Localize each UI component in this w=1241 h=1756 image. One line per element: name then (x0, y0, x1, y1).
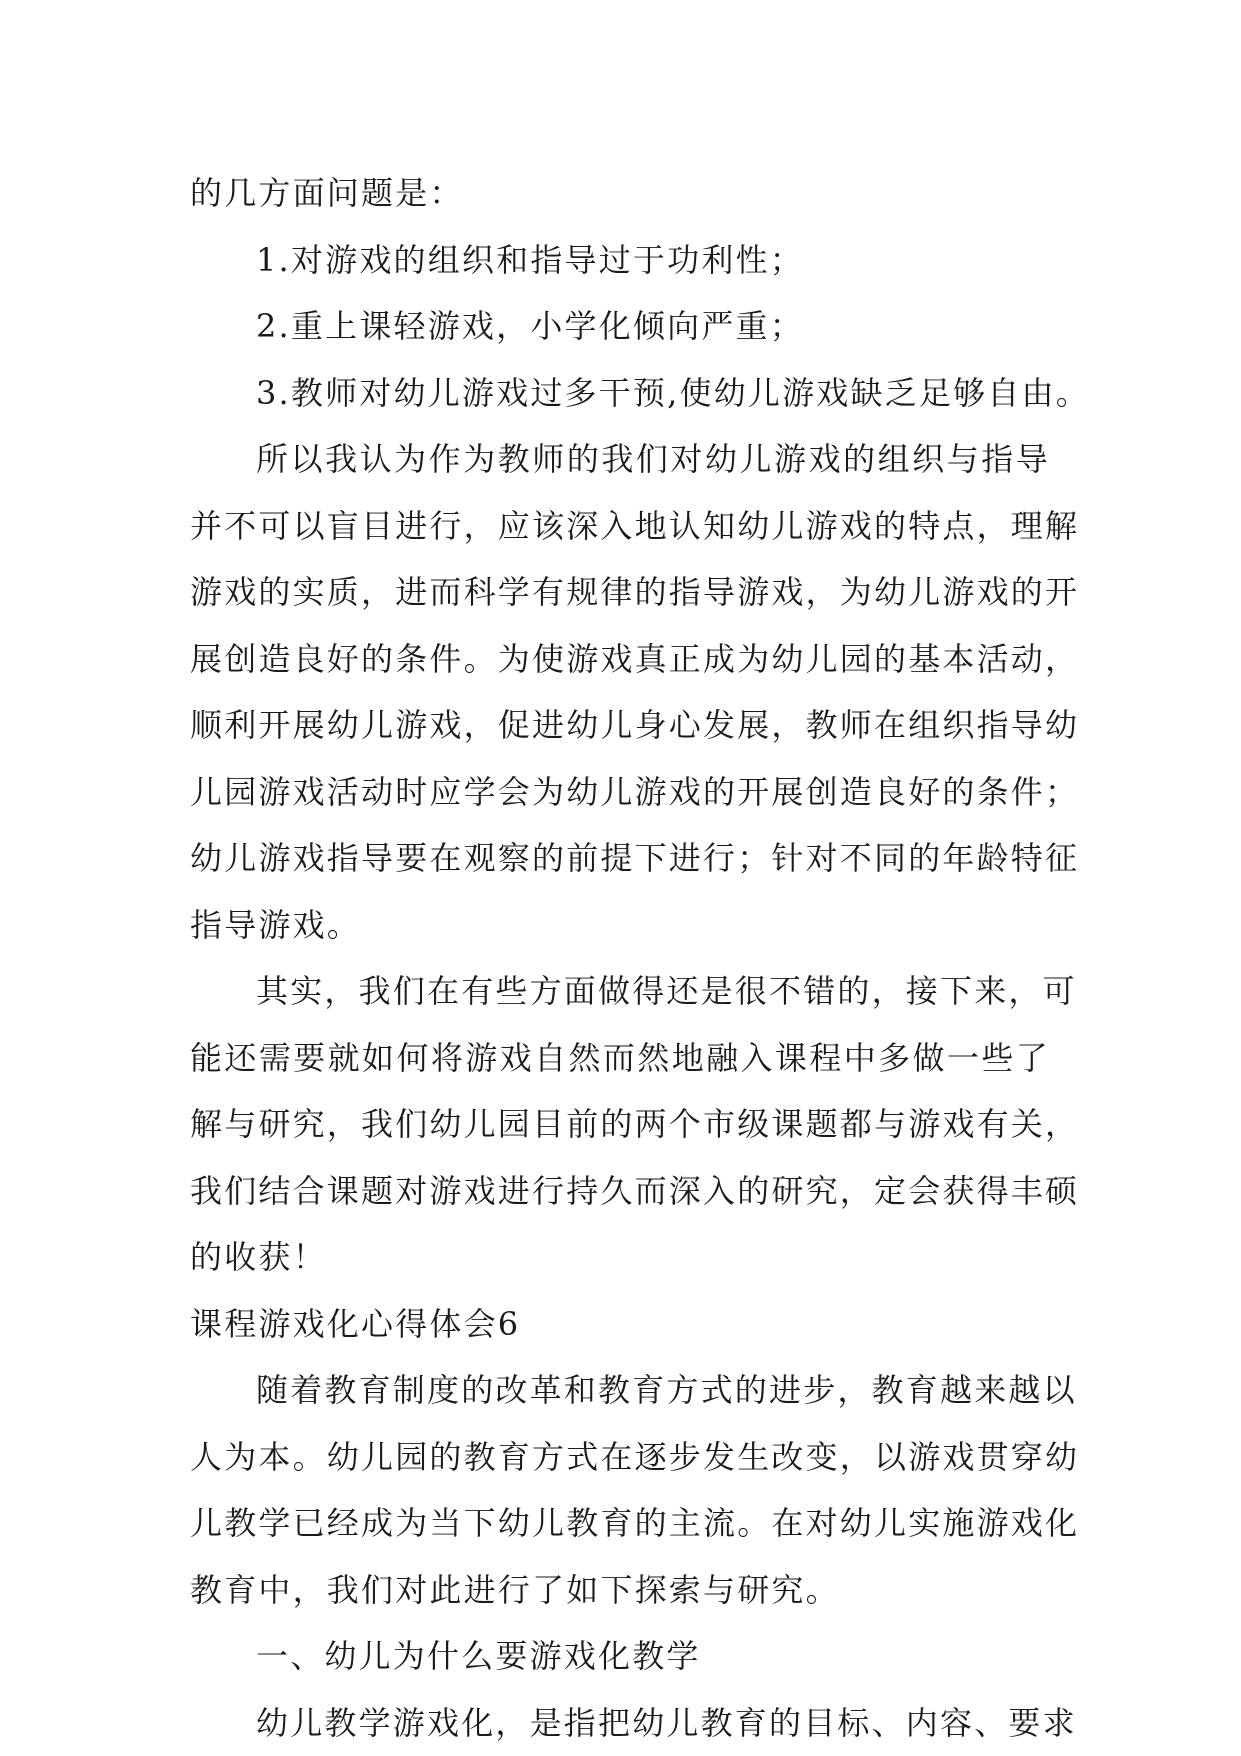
text-line: 人为本。幼儿园的教育方式在逐步发生改变，以游戏贯穿幼 (190, 1424, 1050, 1491)
text-line: 能还需要就如何将游戏自然而然地融入课程中多做一些了 (190, 1025, 1050, 1092)
text-line: 儿教学已经成为当下幼儿教育的主流。在对幼儿实施游戏化 (190, 1490, 1050, 1557)
subsection-heading: 一、幼儿为什么要游戏化教学 (190, 1623, 1050, 1690)
text-line: 并不可以盲目进行，应该深入地认知幼儿游戏的特点，理解 (190, 493, 1050, 560)
document-body (190, 160, 1050, 1756)
text-line: 游戏的实质，进而科学有规律的指导游戏，为幼儿游戏的开 (190, 559, 1050, 626)
text-line: 的收获！ (190, 1224, 1050, 1291)
text-line: 幼儿游戏指导要在观察的前提下进行；针对不同的年龄特征 (190, 825, 1050, 892)
text-line: 儿园游戏活动时应学会为幼儿游戏的开展创造良好的条件； (190, 759, 1050, 826)
list-item: 3.教师对幼儿游戏过多干预,使幼儿游戏缺乏足够自由。 (190, 360, 1050, 427)
text-line: 解与研究，我们幼儿园目前的两个市级课题都与游戏有关， (190, 1091, 1050, 1158)
list-item: 2.重上课轻游戏，小学化倾向严重； (190, 293, 1050, 360)
text-line: 所以我认为作为教师的我们对幼儿游戏的组织与指导 (190, 426, 1050, 493)
text-line: 指导游戏。 (190, 892, 1050, 959)
list-item: 1.对游戏的组织和指导过于功利性； (190, 227, 1050, 294)
text-line: 展创造良好的条件。为使游戏真正成为幼儿园的基本活动， (190, 626, 1050, 693)
text-line: 我们结合课题对游戏进行持久而深入的研究，定会获得丰硕 (190, 1158, 1050, 1225)
text-line: 的几方面问题是： (190, 160, 1050, 227)
text-line: 随着教育制度的改革和教育方式的进步，教育越来越以 (190, 1357, 1050, 1424)
text-line: 教育中，我们对此进行了如下探索与研究。 (190, 1557, 1050, 1624)
text-line: 幼儿教学游戏化，是指把幼儿教育的目标、内容、要求 (190, 1690, 1050, 1756)
text-line: 其实，我们在有些方面做得还是很不错的，接下来，可 (190, 958, 1050, 1025)
section-heading: 课程游戏化心得体会6 (190, 1291, 1050, 1358)
text-line: 顺利开展幼儿游戏，促进幼儿身心发展，教师在组织指导幼 (190, 692, 1050, 759)
